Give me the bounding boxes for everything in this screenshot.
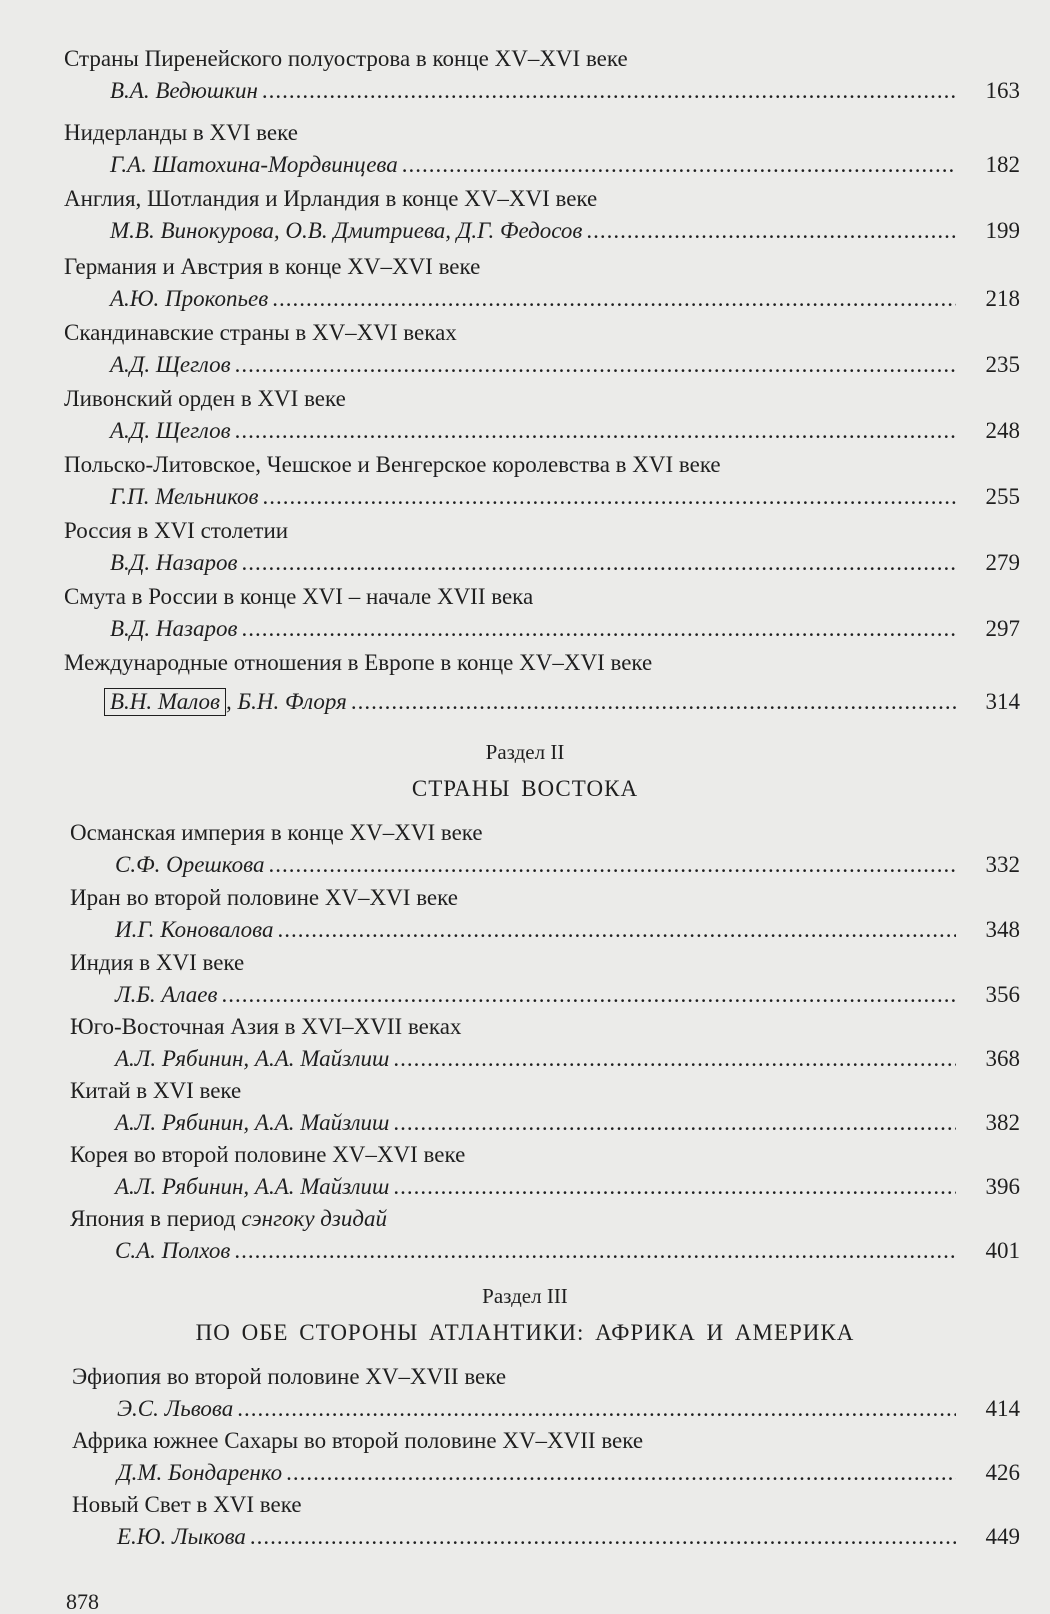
section-title: ПО ОБЕ СТОРОНЫ АТЛАНТИКИ: АФРИКА И АМЕРИКА	[195, 1320, 855, 1345]
entry-title: Страны Пиренейского полуострова в конце XV–XVI веке	[64, 46, 628, 71]
entry-page: 368	[985, 1046, 1020, 1071]
entry-authors: А.Л. Рябинин, А.А. Майзлиш	[115, 1046, 390, 1071]
dot-leader	[235, 418, 956, 444]
entry-page: 182	[985, 152, 1020, 177]
entry-authors: А.Ю. Прокопьев	[110, 286, 269, 311]
entry-line	[110, 218, 1020, 244]
entry-title: Ливонский орден в XVI веке	[64, 386, 346, 411]
entry-page: 382	[985, 1110, 1020, 1135]
entry-authors: В.А. Ведюшкин	[110, 78, 258, 103]
entry-line	[110, 484, 1020, 510]
entry-page: 414	[985, 1396, 1020, 1421]
entry-title: Англия, Шотландия и Ирландия в конце XV–XVI веке	[64, 186, 598, 211]
entry-authors: А.Д. Щеглов	[110, 418, 231, 443]
entry-line	[110, 352, 1020, 378]
entry-line	[115, 1238, 1020, 1264]
page-number: 878	[66, 1589, 99, 1614]
entry-title: Польско-Литовское, Чешское и Венгерское королевства в XVI веке	[64, 452, 721, 477]
entry-title: Новый Свет в XVI веке	[72, 1492, 302, 1517]
dot-leader	[351, 689, 956, 715]
entry-authors: С.А. Полхов	[115, 1238, 231, 1263]
dot-leader	[242, 616, 957, 642]
entry-page: 348	[985, 917, 1020, 942]
entry-title: Эфиопия во второй половине XV–XVII веке	[72, 1364, 507, 1389]
entry-page: 426	[985, 1460, 1020, 1485]
entry-line	[117, 1524, 1020, 1550]
section-title: СТРАНЫ ВОСТОКА	[411, 776, 639, 801]
entry-page: 255	[985, 484, 1020, 509]
entry-title: Иран во второй половине XV–XVI веке	[70, 885, 458, 910]
entry-page: 401	[985, 1238, 1020, 1263]
boxed-author: В.Н. Малов	[104, 688, 226, 716]
entry-page: 248	[985, 418, 1020, 443]
section-label: Раздел II	[485, 740, 565, 764]
dot-leader	[393, 1110, 956, 1136]
entry-page: 297	[985, 616, 1020, 641]
entry-authors: А.Д. Щеглов	[110, 352, 231, 377]
entry-authors: Л.Б. Алаев	[115, 982, 218, 1007]
title-italic: сэнгоку дзидай	[241, 1206, 388, 1231]
dot-leader	[242, 550, 957, 576]
entry-authors: Д.М. Бондаренко	[117, 1460, 283, 1485]
entry-page: 199	[985, 218, 1020, 243]
entry-authors: М.В. Винокурова, О.В. Дмитриева, Д.Г. Федосов	[110, 218, 583, 243]
dot-leader	[277, 917, 956, 943]
entry-page: 332	[985, 852, 1020, 877]
entry-authors: Б.Н. Флоря	[237, 689, 347, 714]
entry-authors: В.Д. Назаров	[110, 550, 238, 575]
entry-title: Африка южнее Сахары во второй половине XV–XVII веке	[72, 1428, 644, 1453]
section-label: Раздел III	[482, 1284, 568, 1308]
entry-line	[115, 982, 1020, 1008]
entry-line	[110, 550, 1020, 576]
entry-page: 314	[985, 689, 1020, 714]
entry-title: Скандинавские страны в XV–XVI веках	[64, 320, 457, 345]
entry-title: Османская империя в конце XV–XVI веке	[70, 820, 483, 845]
entry-authors: И.Г. Коновалова	[115, 917, 274, 942]
entry-page: 163	[985, 78, 1020, 103]
entry-line	[115, 1174, 1020, 1200]
entry-line	[115, 1110, 1020, 1136]
entry-authors: Г.А. Шатохина-Мордвинцева	[110, 152, 398, 177]
entry-page: 235	[985, 352, 1020, 377]
entry-line	[110, 616, 1020, 642]
dot-leader	[235, 352, 956, 378]
entry-authors: С.Ф. Орешкова	[115, 852, 265, 877]
dot-leader	[402, 152, 956, 178]
entry-authors: А.Л. Рябинин, А.А. Майзлиш	[115, 1174, 390, 1199]
entry-authors: Э.С. Львова	[117, 1396, 234, 1421]
entry-authors: А.Л. Рябинин, А.А. Майзлиш	[115, 1110, 390, 1135]
entry-title: Смута в России в конце XVI – начале XVII века	[64, 584, 534, 609]
entry-line	[110, 418, 1020, 444]
author-separator: ,	[226, 689, 238, 714]
dot-leader	[250, 1524, 956, 1550]
entry-authors: Е.Ю. Лыкова	[117, 1524, 246, 1549]
dot-leader	[393, 1046, 956, 1072]
entry-authors: В.Д. Назаров	[110, 616, 238, 641]
entry-page: 449	[985, 1524, 1020, 1549]
entry-line	[115, 1046, 1020, 1072]
entry-page: 396	[985, 1174, 1020, 1199]
entry-title: Международные отношения в Европе в конце XV–XVI веке	[64, 650, 653, 675]
dot-leader	[272, 286, 956, 312]
dot-leader	[393, 1174, 956, 1200]
entry-title: Юго-Восточная Азия в XVI–XVII веках	[70, 1014, 462, 1039]
entry-title	[70, 1206, 387, 1232]
entry-title: Китай в XVI веке	[70, 1078, 242, 1103]
dot-leader	[262, 484, 956, 510]
entry-line	[110, 688, 1020, 716]
entry-page: 356	[985, 982, 1020, 1007]
dot-leader	[286, 1460, 956, 1486]
entry-title: Корея во второй половине XV–XVI веке	[70, 1142, 466, 1167]
entry-title: Россия в XVI столетии	[64, 518, 289, 543]
entry-title: Нидерланды в XVI веке	[64, 120, 298, 145]
entry-authors: Г.П. Мельников	[110, 484, 259, 509]
entry-line	[110, 152, 1020, 178]
entry-line	[117, 1396, 1020, 1422]
dot-leader	[262, 78, 956, 104]
dot-leader	[586, 218, 956, 244]
entry-line	[110, 78, 1020, 104]
entry-page: 218	[985, 286, 1020, 311]
entry-line	[115, 852, 1020, 878]
entry-title: Германия и Австрия в конце XV–XVI веке	[64, 254, 481, 279]
entry-title: Индия в XVI веке	[70, 950, 245, 975]
entry-page: 279	[985, 550, 1020, 575]
dot-leader	[237, 1396, 956, 1422]
dot-leader	[268, 852, 956, 878]
entry-line	[115, 917, 1020, 943]
dot-leader	[221, 982, 956, 1008]
dot-leader	[234, 1238, 956, 1264]
entry-line	[117, 1460, 1020, 1486]
entry-line	[110, 286, 1020, 312]
title-plain: Япония в период	[70, 1206, 242, 1231]
